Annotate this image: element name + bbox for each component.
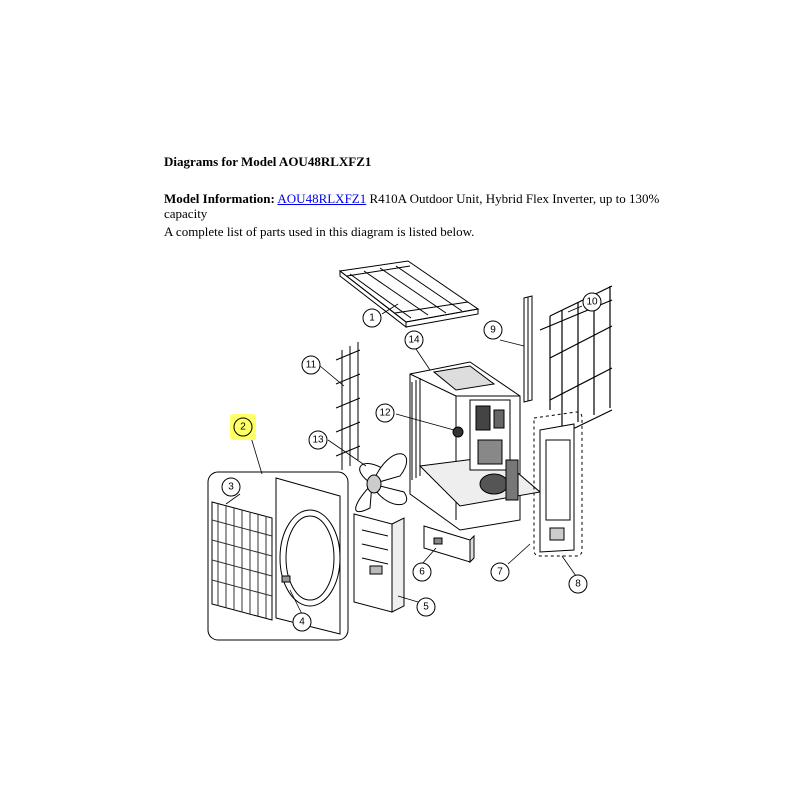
callout-4[interactable] bbox=[293, 613, 311, 631]
callout-2-highlighted[interactable] bbox=[230, 414, 256, 440]
svg-text:1: 1 bbox=[369, 312, 375, 324]
svg-text:10: 10 bbox=[586, 296, 598, 308]
svg-text:14: 14 bbox=[408, 334, 420, 346]
callout-9[interactable] bbox=[484, 321, 502, 339]
callout-5[interactable] bbox=[417, 598, 435, 616]
svg-text:8: 8 bbox=[575, 578, 581, 590]
callout-7[interactable] bbox=[491, 563, 509, 581]
svg-text:2: 2 bbox=[240, 421, 246, 433]
page-title: Diagrams for Model AOU48RLXFZ1 bbox=[164, 154, 372, 169]
svg-text:13: 13 bbox=[312, 434, 324, 446]
svg-text:12: 12 bbox=[379, 407, 391, 419]
svg-text:5: 5 bbox=[423, 601, 429, 613]
callout-6[interactable] bbox=[413, 563, 431, 581]
svg-text:7: 7 bbox=[497, 566, 503, 578]
callout-3[interactable] bbox=[222, 478, 240, 496]
svg-text:6: 6 bbox=[419, 566, 425, 578]
model-info-label: Model Information: bbox=[164, 191, 275, 206]
callout-8[interactable] bbox=[569, 575, 587, 593]
svg-text:9: 9 bbox=[490, 324, 496, 336]
callout-11[interactable] bbox=[302, 356, 320, 374]
callout-14[interactable] bbox=[405, 331, 423, 349]
parts-note: A complete list of parts used in this diagram is listed below. bbox=[164, 224, 475, 239]
svg-text:11: 11 bbox=[305, 359, 317, 371]
callout-10[interactable] bbox=[583, 293, 601, 311]
model-link[interactable]: AOU48RLXFZ1 bbox=[277, 191, 367, 206]
callout-1[interactable] bbox=[363, 309, 381, 327]
svg-text:4: 4 bbox=[299, 616, 305, 628]
model-description: R410A Outdoor Unit, Hybrid Flex Inverter, up to 130% capacity bbox=[164, 191, 660, 221]
callout-12[interactable] bbox=[376, 404, 394, 422]
svg-text:3: 3 bbox=[228, 481, 234, 493]
callout-13[interactable] bbox=[309, 431, 327, 449]
